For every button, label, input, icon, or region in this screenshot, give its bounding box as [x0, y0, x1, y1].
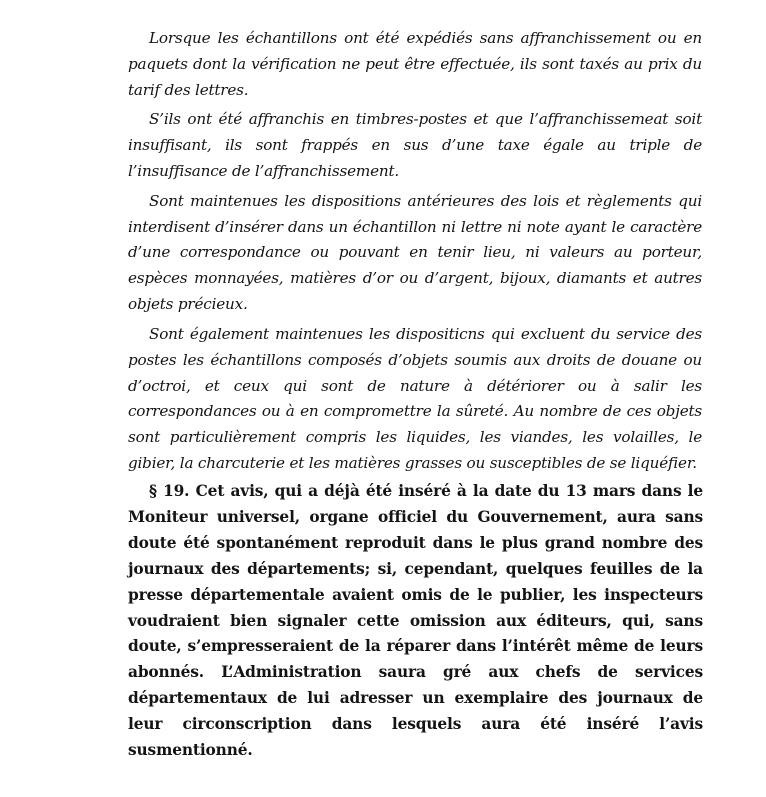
paragraph-prohibited-contents: Sont maintenues les dispositions antérieures des lois et règlements qui interdisent d’insérer dans un échantillon ni lettre ni note ayant le caractère d’une correspondance ou pouvant en tenir lieu, ni valeurs au porteur, espèces monnayées, matières d’or ou d’argent, bijoux, diamants et autres objets précieux.: [128, 191, 702, 314]
section-19-paragraph: [128, 479, 703, 764]
italic-provisions: [128, 26, 702, 481]
section-19-text: Cet avis, qui a déjà été inséré à la date du 13 mars dans le Moniteur universel, organe officiel du Gouvernement, aura sans doute été spontanément reproduit dans le plus grand nombre des journaux des départements; si, cependant, quelques feuilles de la presse départementale avaient omis de le publier, les inspecteurs voudraient bien signaler cette omission aux éditeurs, qui, sans doute, s’empresseraient de la réparer dans l’intérêt même de leurs abonnés. L’Administration saura gré aux chefs de services départementaux de lui adresser un exemplaire des journaux de leur circonscription dans lesquels aura été inséré l’avis susmentionné.: [128, 482, 703, 760]
section-number: § 19.: [149, 482, 190, 500]
paragraph-unfranked-samples: Lorsque les échantillons ont été expédiés sans affranchissement ou en paquets dont la vérification ne peut être effectuée, ils sont taxés au prix du tarif des lettres.: [128, 29, 702, 99]
paragraph-excluded-items: Sont également maintenues les dispositicns qui excluent du service des postes les échantillons composés d’objets soumis aux droits de douane ou d’octroi, et ceux qui sont de nature à détériorer ou à salir les correspondances ou à en compromettre la sûreté. Au nombre de ces objets sont particulièrement compris les liquides, les viandes, les volailles, le gibier, la charcuterie et les matières grasses ou susceptibles de se liquéfier.: [128, 324, 702, 473]
paragraph-insufficient-postage: S’ils ont été affranchis en timbres-postes et que l’affranchissemeat soit insuffisant, ils sont frappés en sus d’une taxe égale au triple de l’insuffisance de l’affranchissement.: [128, 110, 702, 181]
section-19: [128, 479, 703, 764]
